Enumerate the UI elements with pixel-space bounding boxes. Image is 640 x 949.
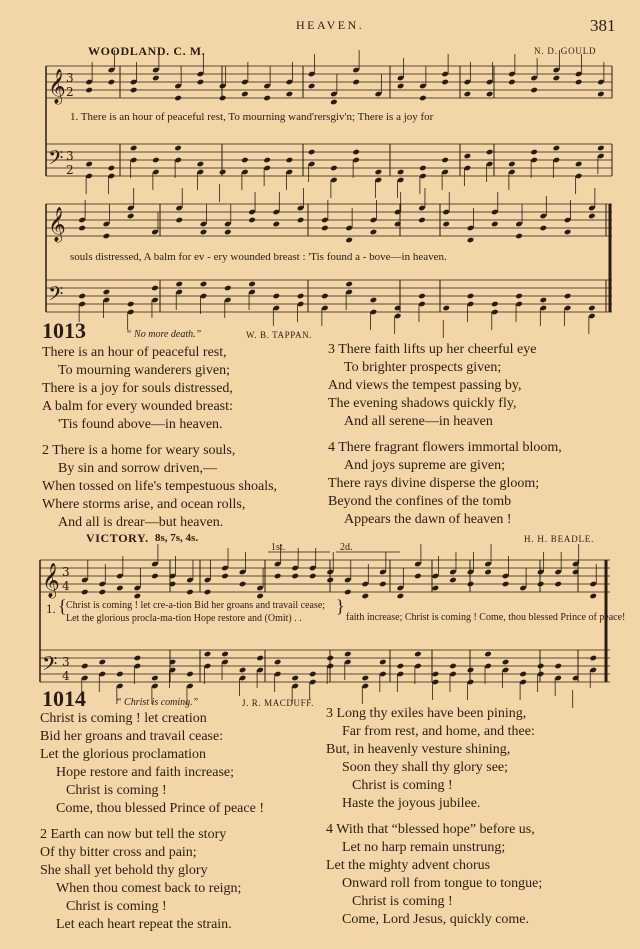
note-head bbox=[442, 221, 450, 228]
verse-line: Where storms arise, and ocean rolls, bbox=[42, 497, 246, 512]
verse-line: Hope restore and faith increase; bbox=[56, 765, 235, 780]
note-head bbox=[248, 217, 256, 224]
note-head bbox=[81, 663, 89, 670]
note-head bbox=[256, 593, 264, 600]
note-head bbox=[554, 663, 562, 670]
note-head bbox=[186, 589, 194, 596]
verse-line: Christ is coming ! bbox=[66, 783, 167, 798]
verse-line: Christ is coming ! bbox=[66, 899, 167, 914]
note-head bbox=[326, 655, 334, 662]
note-head bbox=[491, 221, 499, 228]
note-head bbox=[515, 233, 523, 240]
note-head bbox=[449, 663, 457, 670]
verse-line: 2 Earth can now but tell the story bbox=[40, 827, 227, 842]
clef-symbol: 𝄢 bbox=[42, 652, 58, 680]
note-head bbox=[589, 593, 597, 600]
note-head bbox=[419, 165, 427, 172]
note-head bbox=[508, 161, 516, 168]
hymn-1013-first-line: “ No more death.” bbox=[126, 329, 202, 340]
note-head bbox=[508, 79, 516, 86]
verse-line: And joys supreme are given; bbox=[344, 458, 505, 473]
note-head bbox=[263, 157, 271, 164]
note-head bbox=[85, 87, 93, 94]
verse-line: Appears the dawn of heaven ! bbox=[344, 512, 512, 527]
note-head bbox=[221, 651, 229, 658]
note-head bbox=[515, 293, 523, 300]
note-head bbox=[291, 675, 299, 682]
note-head bbox=[530, 149, 538, 156]
note-head bbox=[344, 589, 352, 596]
note-head bbox=[219, 95, 227, 102]
verse-line: But, in heavenly vesture shining, bbox=[326, 742, 511, 757]
note-head bbox=[441, 79, 449, 86]
note-head bbox=[224, 285, 232, 292]
first-ending-label: 1st. bbox=[271, 542, 286, 553]
verse-line: Christ is coming ! bbox=[352, 778, 453, 793]
note-head bbox=[274, 573, 282, 580]
verse-line: Let each heart repeat the strain. bbox=[56, 917, 232, 932]
note-head bbox=[564, 293, 572, 300]
verse-line: When tossed on life's tempestuous shoals, bbox=[42, 479, 278, 494]
right-brace: } bbox=[336, 596, 345, 616]
note-head bbox=[486, 91, 494, 98]
verse-line: 4 There fragrant flowers immortal bloom, bbox=[328, 440, 562, 455]
composer-woodland: N. D. GOULD bbox=[534, 46, 597, 56]
verse-line: Let the glorious proclamation bbox=[40, 747, 207, 762]
verse-line: Beyond the confines of the tomb bbox=[328, 494, 512, 509]
note-head bbox=[486, 149, 494, 156]
note-head bbox=[127, 301, 135, 308]
hymn-1014-author: J. R. MACDUFF. bbox=[242, 698, 314, 708]
note-head bbox=[174, 145, 182, 152]
clef-symbol: 2 bbox=[66, 85, 74, 99]
note-head bbox=[352, 79, 360, 86]
note-head bbox=[241, 157, 249, 164]
note-head bbox=[134, 655, 142, 662]
hymn-1013-author: W. B. TAPPAN. bbox=[246, 330, 313, 340]
note-head bbox=[151, 285, 159, 292]
note-head bbox=[204, 589, 212, 596]
note-head bbox=[130, 87, 138, 94]
clef-symbol: 3 bbox=[62, 655, 70, 669]
verse-line: And views the tempest passing by, bbox=[328, 378, 522, 393]
note-head bbox=[414, 651, 422, 658]
note-head bbox=[286, 91, 294, 98]
note-head bbox=[241, 91, 249, 98]
verse-line: Bid her groans and travail cease: bbox=[40, 729, 224, 744]
note-head bbox=[274, 659, 282, 666]
verse-line: Let the mighty advent chorus bbox=[326, 858, 491, 873]
note-head bbox=[397, 169, 405, 176]
note-head bbox=[379, 659, 387, 666]
second-ending-label: 2d. bbox=[340, 542, 353, 553]
lyrics-woodland-line2: souls distressed, A balm for ev - ery wounded breast : 'Tis found a - bove—in heaven. bbox=[70, 251, 447, 263]
verse-line: Christ is coming ! let creation bbox=[40, 711, 207, 726]
note-head bbox=[418, 293, 426, 300]
note-head bbox=[564, 229, 572, 236]
note-head bbox=[464, 153, 472, 160]
note-head bbox=[519, 671, 527, 678]
note-head bbox=[530, 87, 538, 94]
clef-symbol: 𝄢 bbox=[48, 146, 64, 174]
note-head bbox=[432, 585, 440, 592]
note-head bbox=[99, 589, 107, 596]
note-head bbox=[432, 671, 440, 678]
note-head bbox=[151, 675, 159, 682]
note-head bbox=[597, 145, 605, 152]
clef-symbol: 4 bbox=[62, 669, 70, 683]
verse-line: And all serene—in heaven bbox=[344, 414, 493, 429]
verse-line: And all is drear—but heaven. bbox=[58, 515, 224, 530]
note-head bbox=[174, 95, 182, 102]
note-head bbox=[103, 289, 111, 296]
note-head bbox=[130, 145, 138, 152]
note-head bbox=[597, 91, 605, 98]
note-head bbox=[588, 305, 596, 312]
note-head bbox=[397, 663, 405, 670]
note-head bbox=[379, 581, 387, 588]
note-head bbox=[116, 671, 124, 678]
note-head bbox=[467, 293, 475, 300]
note-head bbox=[134, 593, 142, 600]
note-head bbox=[175, 217, 183, 224]
note-head bbox=[449, 577, 457, 584]
note-head bbox=[248, 281, 256, 288]
note-head bbox=[200, 229, 208, 236]
verse-line: To brighter prospects given; bbox=[344, 360, 502, 375]
note-head bbox=[370, 229, 378, 236]
note-head bbox=[362, 593, 370, 600]
composer-victory: H. H. BEADLE. bbox=[524, 534, 595, 544]
note-head bbox=[491, 301, 499, 308]
verse-line: Christ is coming ! bbox=[352, 894, 453, 909]
note-head bbox=[85, 161, 93, 168]
clef-symbol: 𝄞 bbox=[48, 69, 66, 104]
note-head bbox=[370, 297, 378, 304]
note-head bbox=[575, 161, 583, 168]
note-head bbox=[464, 91, 472, 98]
note-head bbox=[362, 675, 370, 682]
clef-symbol: 𝄢 bbox=[48, 282, 64, 310]
lyrics-woodland-line1: 1. There is an hour of peaceful rest, To mourning wand'rersgiv'n; There is a joy for bbox=[70, 111, 434, 123]
note-head bbox=[152, 75, 160, 82]
verse-line: 'Tis found above—in heaven. bbox=[58, 417, 223, 432]
verse-line: 2 There is a home for weary souls, bbox=[42, 443, 236, 458]
verse-line: When thou comest back to reign; bbox=[56, 881, 242, 896]
verse-line: There is an hour of peaceful rest, bbox=[42, 345, 227, 360]
note-head bbox=[326, 577, 334, 584]
lyrics-victory-a: Christ is coming ! let cre-a-tion Bid her groans and travail cease; bbox=[66, 600, 326, 611]
note-head bbox=[103, 233, 111, 240]
verse-line: There is a joy for souls distressed, bbox=[42, 381, 233, 396]
verse-line: Haste the joyous jubilee. bbox=[342, 796, 481, 811]
note-head bbox=[502, 659, 510, 666]
tune-name-victory: VICTORY. bbox=[86, 531, 149, 545]
clef-symbol: 4 bbox=[62, 579, 70, 593]
note-head bbox=[175, 281, 183, 288]
note-head bbox=[197, 79, 205, 86]
note-head bbox=[309, 573, 317, 580]
note-head bbox=[256, 655, 264, 662]
note-head bbox=[309, 671, 317, 678]
verse-line: She shall yet behold thy glory bbox=[40, 863, 208, 878]
note-head bbox=[197, 161, 205, 168]
note-head bbox=[419, 95, 427, 102]
note-head bbox=[330, 99, 338, 106]
clef-symbol: 𝄞 bbox=[48, 207, 66, 242]
meter-victory: 8s, 7s, 4s. bbox=[155, 532, 199, 544]
note-head bbox=[553, 145, 561, 152]
page-number: 381 bbox=[590, 16, 616, 35]
note-head bbox=[540, 297, 548, 304]
note-head bbox=[375, 169, 383, 176]
note-head bbox=[239, 667, 247, 674]
lyrics-victory-c: faith increase; Christ is coming ! Come, thou blessed Prince of peace! bbox=[346, 612, 626, 623]
note-head bbox=[273, 293, 281, 300]
note-head bbox=[152, 157, 160, 164]
note-head bbox=[418, 217, 426, 224]
section-title: HEAVEN. bbox=[296, 18, 365, 32]
note-head bbox=[224, 229, 232, 236]
note-head bbox=[397, 83, 405, 90]
note-head bbox=[308, 83, 316, 90]
note-head bbox=[286, 157, 294, 164]
clef-symbol: 3 bbox=[66, 149, 74, 163]
note-head bbox=[108, 79, 116, 86]
verse-line: The evening shadows quickly fly, bbox=[328, 396, 517, 411]
note-head bbox=[467, 237, 475, 244]
note-head bbox=[502, 581, 510, 588]
note-head bbox=[414, 573, 422, 580]
note-head bbox=[352, 149, 360, 156]
clef-symbol: 𝄞 bbox=[42, 563, 60, 598]
note-head bbox=[78, 293, 86, 300]
note-head bbox=[204, 651, 212, 658]
verse-line: Onward roll from tongue to tongue; bbox=[342, 876, 543, 891]
hymn-number-1013: 1013 bbox=[42, 318, 86, 343]
hymn-1014-first-line: “ Christ is coming.” bbox=[116, 697, 199, 708]
verse-line: Come, thou blessed Prince of peace ! bbox=[56, 801, 264, 816]
verse-line: A balm for every wounded breast: bbox=[42, 399, 233, 414]
note-head bbox=[127, 213, 135, 220]
note-head bbox=[108, 165, 116, 172]
note-head bbox=[221, 573, 229, 580]
verse-line: By sin and sorrow driven,— bbox=[58, 461, 218, 476]
verse-line: 3 There faith lifts up her cheerful eye bbox=[328, 342, 537, 357]
note-head bbox=[467, 667, 475, 674]
note-head bbox=[540, 225, 548, 232]
note-head bbox=[344, 651, 352, 658]
clef-symbol: 3 bbox=[66, 71, 74, 85]
note-head bbox=[575, 79, 583, 86]
note-head bbox=[442, 305, 450, 312]
note-head bbox=[273, 221, 281, 228]
note-head bbox=[186, 671, 194, 678]
note-head bbox=[330, 165, 338, 172]
note-head bbox=[553, 75, 561, 82]
note-head bbox=[200, 281, 208, 288]
note-head bbox=[116, 585, 124, 592]
note-head bbox=[345, 281, 353, 288]
verse-line: Come, Lord Jesus, quickly come. bbox=[342, 912, 530, 927]
note-head bbox=[78, 225, 86, 232]
verse-line: Let no harp remain unstrung; bbox=[342, 840, 506, 855]
tune-name-woodland: WOODLAND. C. M. bbox=[88, 44, 206, 58]
note-head bbox=[397, 593, 405, 600]
note-head bbox=[151, 573, 159, 580]
note-head bbox=[321, 293, 329, 300]
verse-line: Far from rest, and home, and thee: bbox=[342, 724, 535, 739]
note-head bbox=[537, 663, 545, 670]
note-head bbox=[297, 217, 305, 224]
verse-line: 4 With that “blessed hope” before us, bbox=[326, 822, 535, 837]
lyrics-victory-b: Let the glorious procla-ma-tion Hope restore and (Omit) . . bbox=[66, 613, 302, 624]
note-head bbox=[219, 169, 227, 176]
left-brace: { bbox=[58, 596, 67, 616]
note-head bbox=[441, 157, 449, 164]
verse-line: Soon they shall thy glory see; bbox=[342, 760, 509, 775]
note-head bbox=[291, 573, 299, 580]
note-head bbox=[308, 149, 316, 156]
note-head bbox=[239, 581, 247, 588]
note-head bbox=[81, 589, 89, 596]
hymn-number-1014: 1014 bbox=[42, 686, 86, 711]
clef-symbol: 3 bbox=[62, 565, 70, 579]
verse-number-victory: 1. bbox=[46, 601, 56, 616]
note-head bbox=[297, 293, 305, 300]
note-head bbox=[345, 237, 353, 244]
note-head bbox=[263, 95, 271, 102]
note-head bbox=[467, 581, 475, 588]
note-head bbox=[321, 225, 329, 232]
note-head bbox=[537, 581, 545, 588]
note-head bbox=[484, 569, 492, 576]
verse-line: Of thy bitter cross and pain; bbox=[40, 845, 197, 860]
note-head bbox=[589, 655, 597, 662]
clef-symbol: 2 bbox=[66, 163, 74, 177]
note-head bbox=[484, 651, 492, 658]
note-head bbox=[99, 659, 107, 666]
verse-line: There rays divine disperse the gloom; bbox=[328, 476, 540, 491]
note-head bbox=[588, 213, 596, 220]
verse-line: To mourning wanderers given; bbox=[58, 363, 231, 378]
note-head bbox=[554, 581, 562, 588]
verse-line: 3 Long thy exiles have been pining, bbox=[326, 706, 527, 721]
